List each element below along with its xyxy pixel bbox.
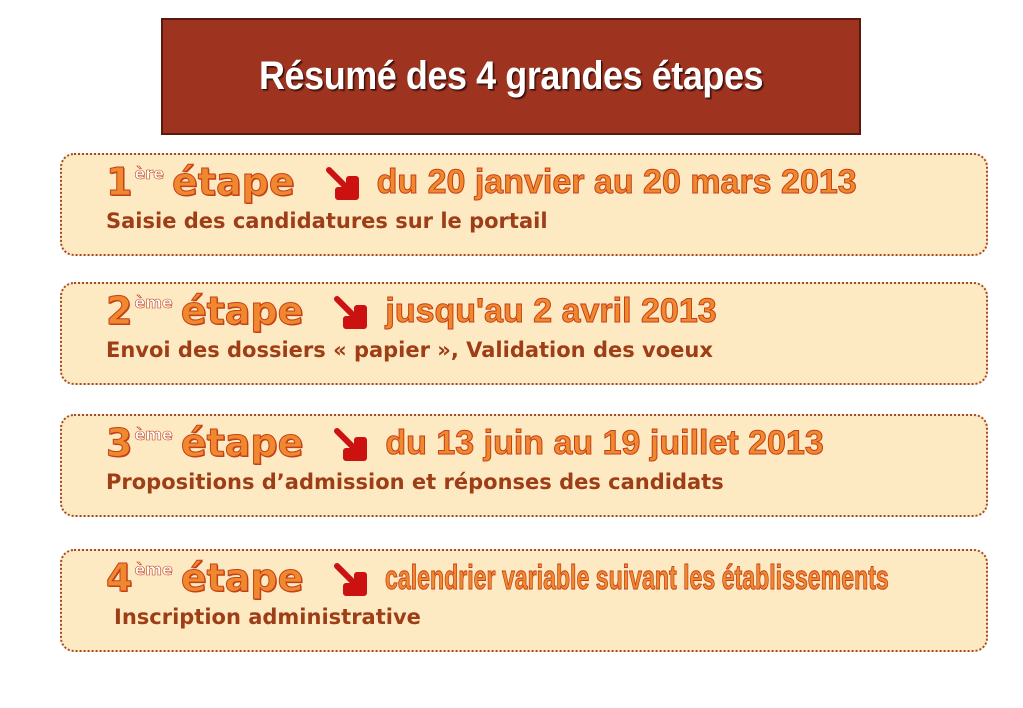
step-heading — [106, 161, 857, 203]
step-card-4 — [60, 549, 988, 652]
step-label: étape — [180, 556, 304, 600]
step-number: 4 — [106, 556, 133, 600]
step-date: du 13 juin au 19 juillet 2013 — [385, 424, 824, 462]
step-card-1 — [60, 153, 988, 256]
red-diagonal-arrow-icon — [325, 166, 359, 200]
step-number: 1 — [106, 160, 133, 204]
red-diagonal-arrow-icon — [333, 427, 367, 461]
step-description: Saisie des candidatures sur le portail — [106, 209, 548, 233]
step-card-3 — [60, 414, 988, 517]
step-heading — [106, 290, 717, 332]
title-banner — [161, 18, 861, 135]
step-date: jusqu'au 2 avril 2013 — [385, 292, 717, 330]
step-ordinal-suffix: ère — [134, 164, 165, 183]
step-ordinal-suffix: ème — [134, 425, 173, 444]
step-description: Inscription administrative — [114, 605, 421, 629]
step-date: du 20 janvier au 20 mars 2013 — [376, 163, 857, 201]
step-description: Propositions d’admission et réponses des candidats — [106, 470, 724, 494]
step-ordinal-suffix: ème — [134, 293, 173, 312]
step-heading — [106, 557, 1023, 599]
red-diagonal-arrow-icon — [333, 295, 367, 329]
step-description: Envoi des dossiers « papier », Validation des voeux — [106, 338, 713, 362]
step-number: 2 — [106, 289, 133, 333]
red-diagonal-arrow-icon — [333, 562, 367, 596]
step-heading — [106, 422, 824, 464]
step-label: étape — [172, 160, 295, 204]
step-ordinal-suffix: ème — [134, 560, 173, 579]
step-label: étape — [180, 421, 304, 465]
step-label: étape — [180, 289, 304, 333]
step-number: 3 — [106, 421, 133, 465]
step-date: calendrier variable suivant les établissements — [385, 559, 890, 597]
page-title: Résumé des 4 grandes étapes — [258, 54, 764, 98]
step-card-2 — [60, 282, 988, 385]
